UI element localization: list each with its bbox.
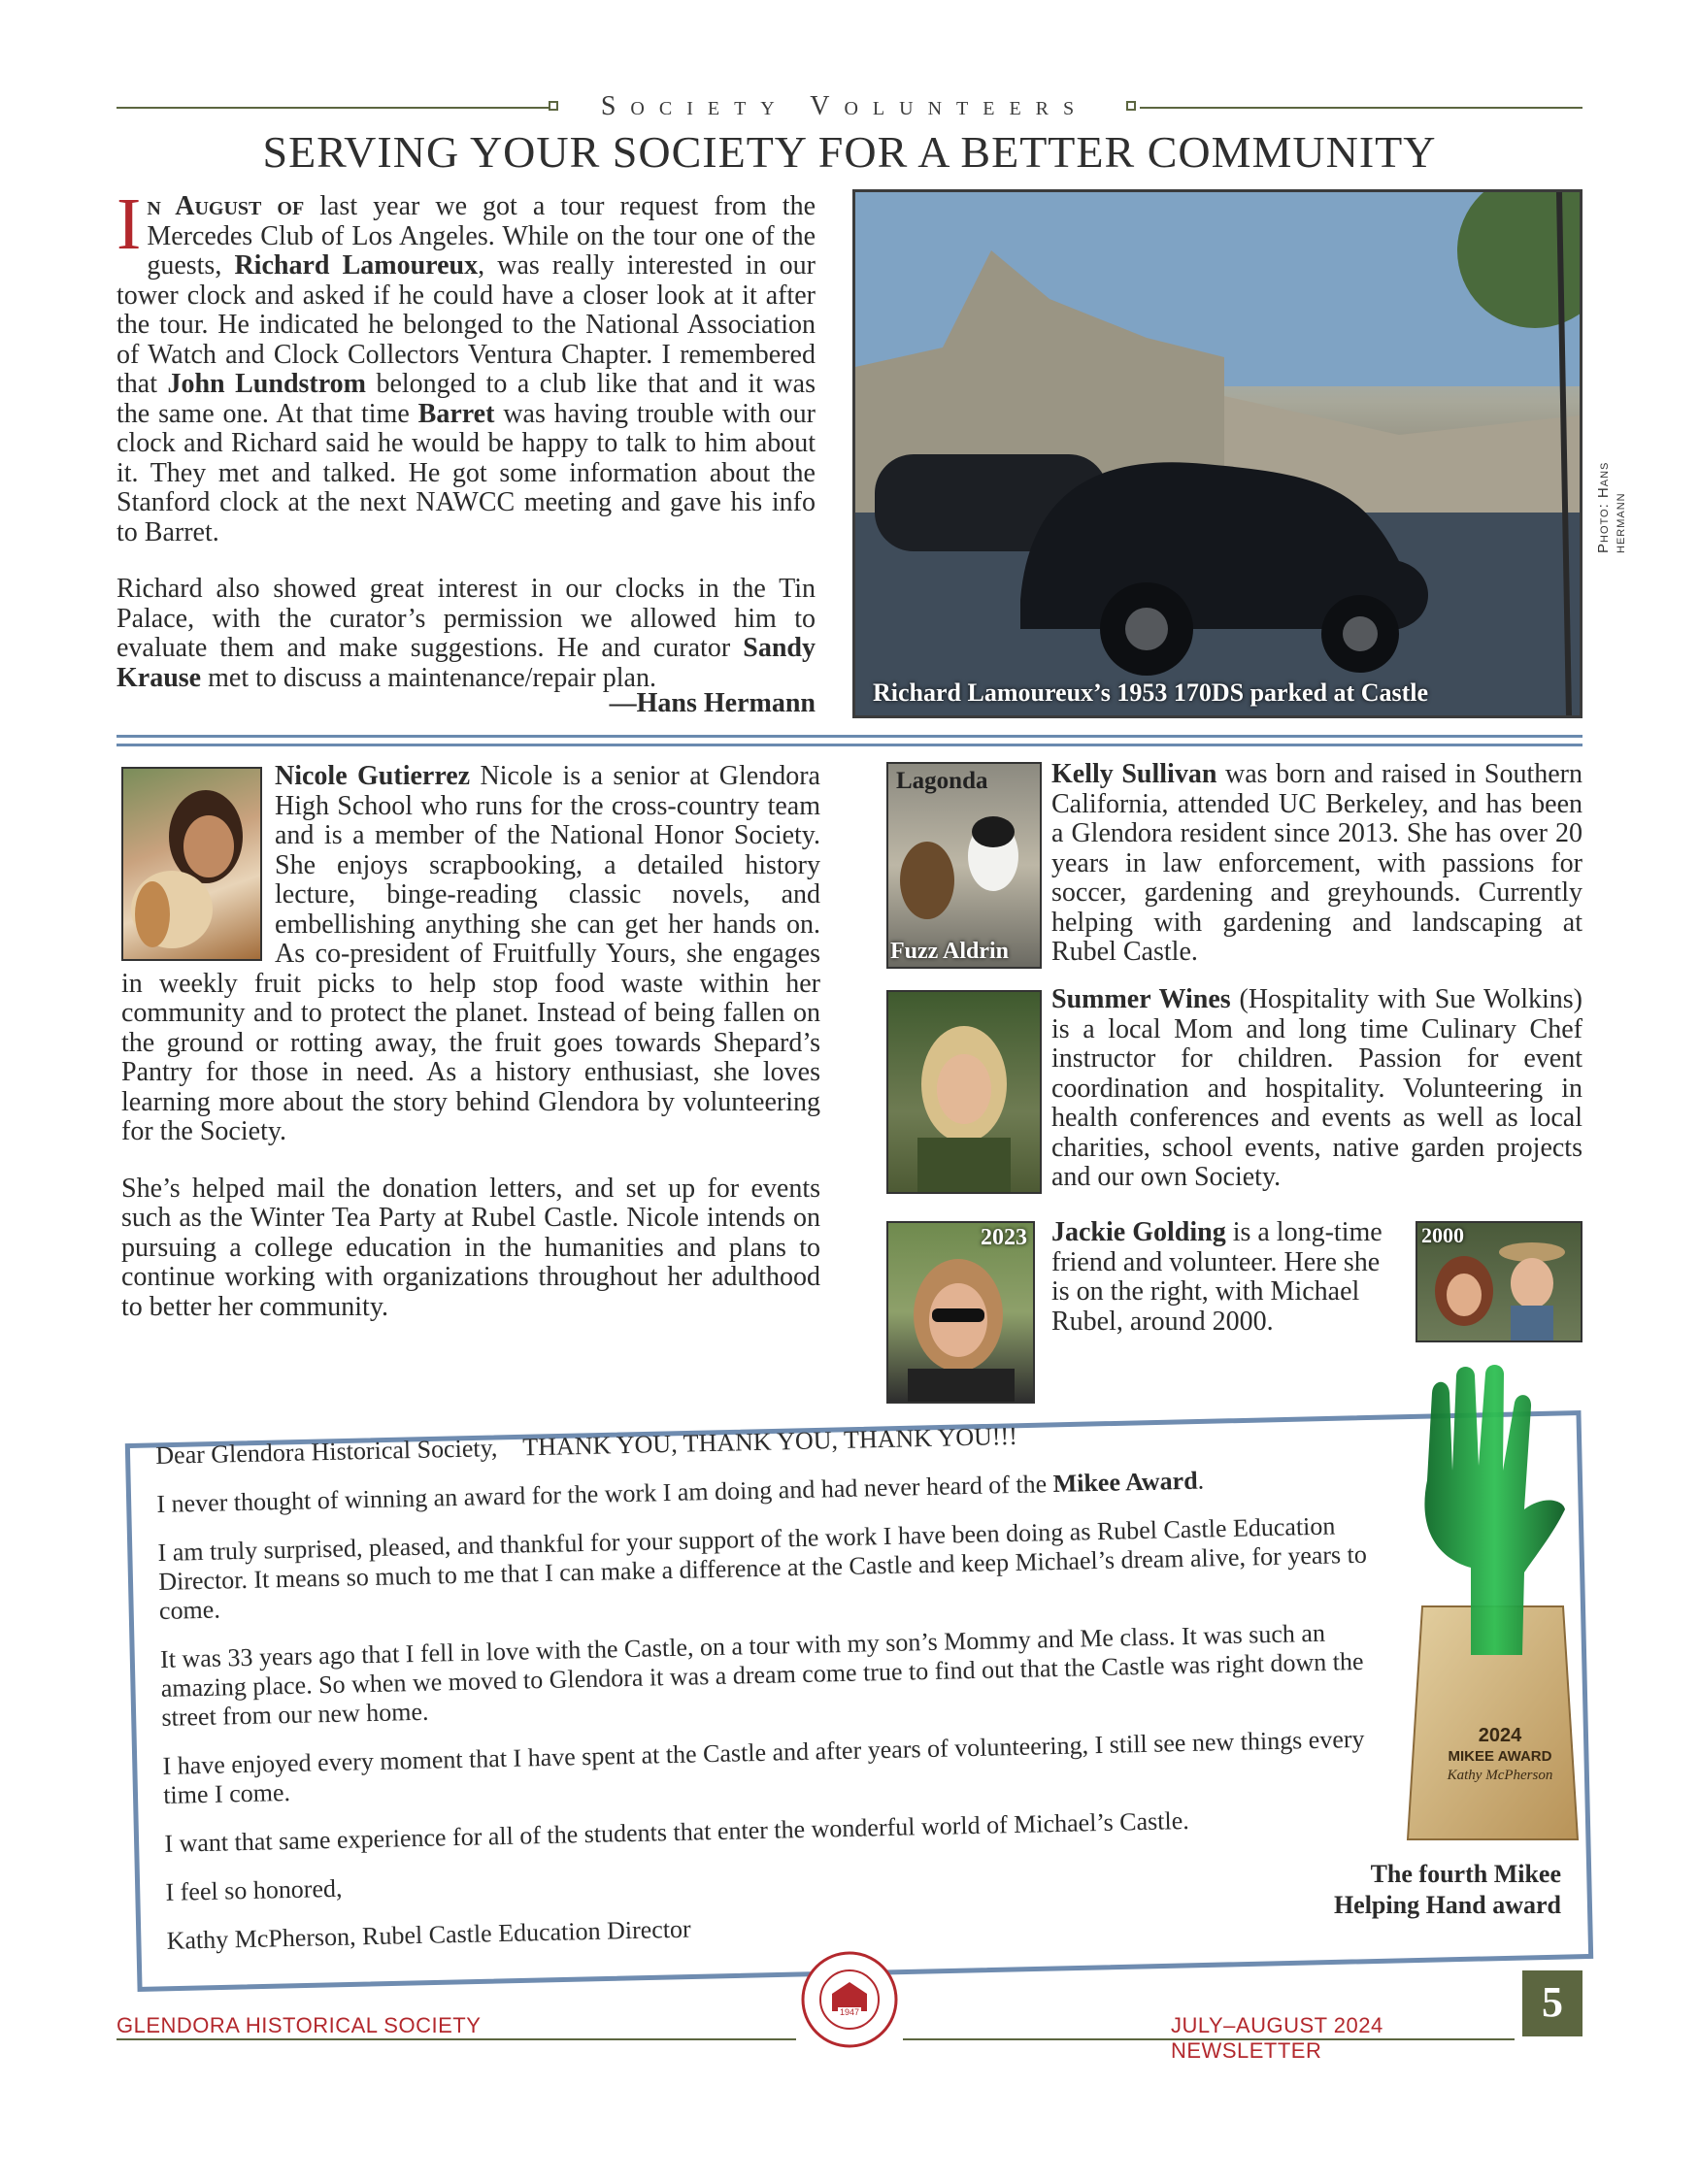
photo-year-label: 2000 — [1421, 1223, 1464, 1247]
page-number: 5 — [1522, 1970, 1582, 2036]
nicole-bio — [121, 762, 820, 1349]
section-divider-top — [117, 735, 1582, 738]
greyhounds-photo — [886, 762, 1042, 969]
page-headline: SERVING YOUR SOCIETY FOR A BETTER COMMUNITY — [262, 127, 1437, 177]
letter-paragraph: I want that same experience for all of the students that enter the wonderful world of Michael’s Castle. — [164, 1805, 1190, 1858]
letter-paragraph: It was 33 years ago that I fell in love with the Castle, on a tour with my son’s Mommy and Me class. It was such an amazing place. So when we moved to Glendora it was a dream come true to find out that the Castle was right down the street from our new home. — [159, 1618, 1364, 1732]
text-run: Richard also showed great interest in our clocks in the Tin Palace, with the curator’s permission we allowed him to evaluate them and make suggestions. He and curator — [117, 574, 816, 663]
header-rule-left — [117, 107, 549, 109]
text-run: , was really interested in our tower clock and asked if he could have a closer look at it after the tour. He indicated he belonged to the National Association of Watch and Clock Collectors Ventura Chapter. I remembered that — [117, 250, 816, 399]
text-run: (Hospitality with Sue Wolkins) is a local Mom and long time Culinary Chef instructor for children. Passion for event coordination and hospitality. Volunteering in health conferences and events as well as local charities, school events, native garden projects and our own Society. — [1051, 984, 1582, 1192]
award-caption-line: The fourth Mikee — [1370, 1860, 1561, 1888]
footer-rule-left — [117, 2038, 796, 2040]
header-rule-right — [1140, 107, 1582, 109]
photo-spacer — [121, 762, 275, 961]
award-caption-line: Helping Hand award — [1333, 1891, 1561, 1919]
portrait-woman-illustration — [888, 992, 1040, 1192]
nicole-paragraph-1 — [121, 762, 820, 1147]
plaque-title: MIKEE AWARD — [1448, 1748, 1552, 1765]
jackie-photo-2023 — [886, 1221, 1035, 1404]
article-signature: —Hans Hermann — [609, 688, 816, 718]
article-paragraph-1 — [117, 183, 816, 547]
text-run: is a long-time friend and volunteer. Here she is on the right, with Michael Rubel, around 2000. — [1051, 1217, 1383, 1337]
summer-bio — [1051, 985, 1582, 1220]
letter-salutation: Dear Glendora Historical Society, — [155, 1434, 498, 1470]
award-caption — [1252, 1859, 1561, 1921]
letter-thanks: THANK YOU, THANK YOU, THANK YOU!!! — [521, 1421, 1018, 1462]
article-paragraph-2 — [117, 575, 816, 693]
mikee-award-image — [1379, 1364, 1587, 1849]
volunteer-name: Summer Wines — [1051, 984, 1231, 1014]
person-name: Richard Lamoureux — [234, 250, 479, 281]
photo-year-label: 2023 — [981, 1225, 1027, 1250]
summer-photo — [886, 990, 1042, 1194]
nicole-paragraph-2: She’s helped mail the donation letters, and set up for events such as the Winter Tea Party at Rubel Castle. Nicole intends on pursuing a college education in the humanities and plans to continue working with organizations throughout her adulthood to better her community. — [121, 1173, 820, 1322]
volunteer-name: Jackie Golding — [1051, 1217, 1226, 1247]
society-seal-logo — [801, 1951, 898, 2048]
jackie-paragraph — [1051, 1218, 1401, 1337]
footer-issue: JULY–AUGUST 2024 NEWSLETTER — [1171, 2013, 1383, 2063]
photo-caption: Richard Lamoureux’s 1953 170DS parked at Castle — [873, 678, 1429, 707]
vintage-car-photo — [852, 189, 1582, 718]
castle-car-illustration — [855, 192, 1580, 715]
letter-opening — [155, 1412, 1447, 1471]
person-name: Barret — [417, 398, 495, 429]
text-run: last year we got a tour request from the Mercedes Club of Los Angeles. While on the tour one of the guests, — [147, 191, 816, 281]
plaque-name: Kathy McPherson — [1447, 1768, 1553, 1783]
seal-year: 1947 — [839, 2007, 860, 2017]
kelly-paragraph — [1051, 760, 1582, 968]
letter-signature: Kathy McPherson, Rubel Castle Education Director — [166, 1914, 691, 1955]
jackie-photo-2000 — [1416, 1221, 1582, 1342]
plaque-year: 2024 — [1478, 1725, 1522, 1746]
dog-name-bottom: Fuzz Aldrin — [890, 939, 1010, 964]
photo-credit: Photo: Hans hermann — [1595, 461, 1628, 553]
lead-in: n August of — [147, 191, 305, 221]
drop-cap: I — [117, 183, 142, 265]
kelly-bio — [1051, 760, 1582, 995]
dog-name-top: Lagonda — [896, 768, 988, 794]
text-run: was born and raised in Southern California, attended UC Berkeley, and has been a Glendora resident since 2013. She has over 20 years in law enforcement, with passions for soccer, gardening and greyhounds. Currently helping with gardening and landscaping at Rubel Castle. — [1051, 759, 1582, 967]
text-run: . — [1197, 1466, 1205, 1495]
header-ornament-left — [549, 101, 558, 111]
text-run: met to discuss a maintenance/repair plan. — [201, 662, 656, 693]
jackie-bio — [1051, 1218, 1401, 1364]
seal-graphic — [801, 1951, 898, 2048]
section-kicker: Society Volunteers — [600, 91, 1089, 121]
text-run: was having trouble with our clock and Richard said he would be happy to talk to him about it. They met and talked. He got some information about the Stanford clock at the next NAWCC meeting and gave his info to Barret. — [117, 398, 816, 547]
text-run: I never thought of winning an award for the work I am doing and had never heard of the — [156, 1470, 1053, 1518]
text-run: belonged to a club like that and it was the same one. At that time — [117, 369, 816, 429]
volunteer-name: Kelly Sullivan — [1051, 759, 1217, 789]
person-name: Sandy Krause — [117, 633, 816, 693]
summer-paragraph — [1051, 985, 1582, 1193]
letter-paragraph: I am truly surprised, pleased, and thankful for your support of the work I have been doing as Rubel Castle Education Director. It means so much to me that I can make a difference at the Castle and keep Michael’s dream alive, for years to come. — [157, 1511, 1368, 1625]
person-name: John Lundstrom — [167, 369, 366, 399]
award-name: Mikee Award — [1052, 1466, 1198, 1499]
footer-society-name: GLENDORA HISTORICAL SOCIETY — [117, 2013, 482, 2037]
text-run: Nicole is a senior at Glendora High School who runs for the cross-country team and is a member of the National Honor Society. She enjoys scrapbooking, a detailed history lecture, binge-reading classic novels, and embellishing anything she can get her hands on. As co-president of Fruitfully Yours, she engages in weekly fruit picks to help stop food waste within her community and to protect the planet. Instead of being fallen on the ground or rotting away, the fruit goes towards Shepard’s Pantry for those in need. As a history enthusiast, she loves learning more about the story behind Glendora by volunteering for the Society. — [121, 761, 820, 1146]
letter-paragraph: I feel so honored, — [165, 1873, 343, 1906]
letter-paragraph: I have enjoyed every moment that I have spent at the Castle and after years of volunteering, I still see new things every time I come. — [162, 1724, 1365, 1809]
section-divider-bottom — [117, 744, 1582, 746]
letter-paragraph — [156, 1461, 1448, 1519]
volunteer-name: Nicole Gutierrez — [275, 761, 471, 791]
header-ornament-right — [1126, 101, 1136, 111]
article-body — [117, 183, 816, 719]
